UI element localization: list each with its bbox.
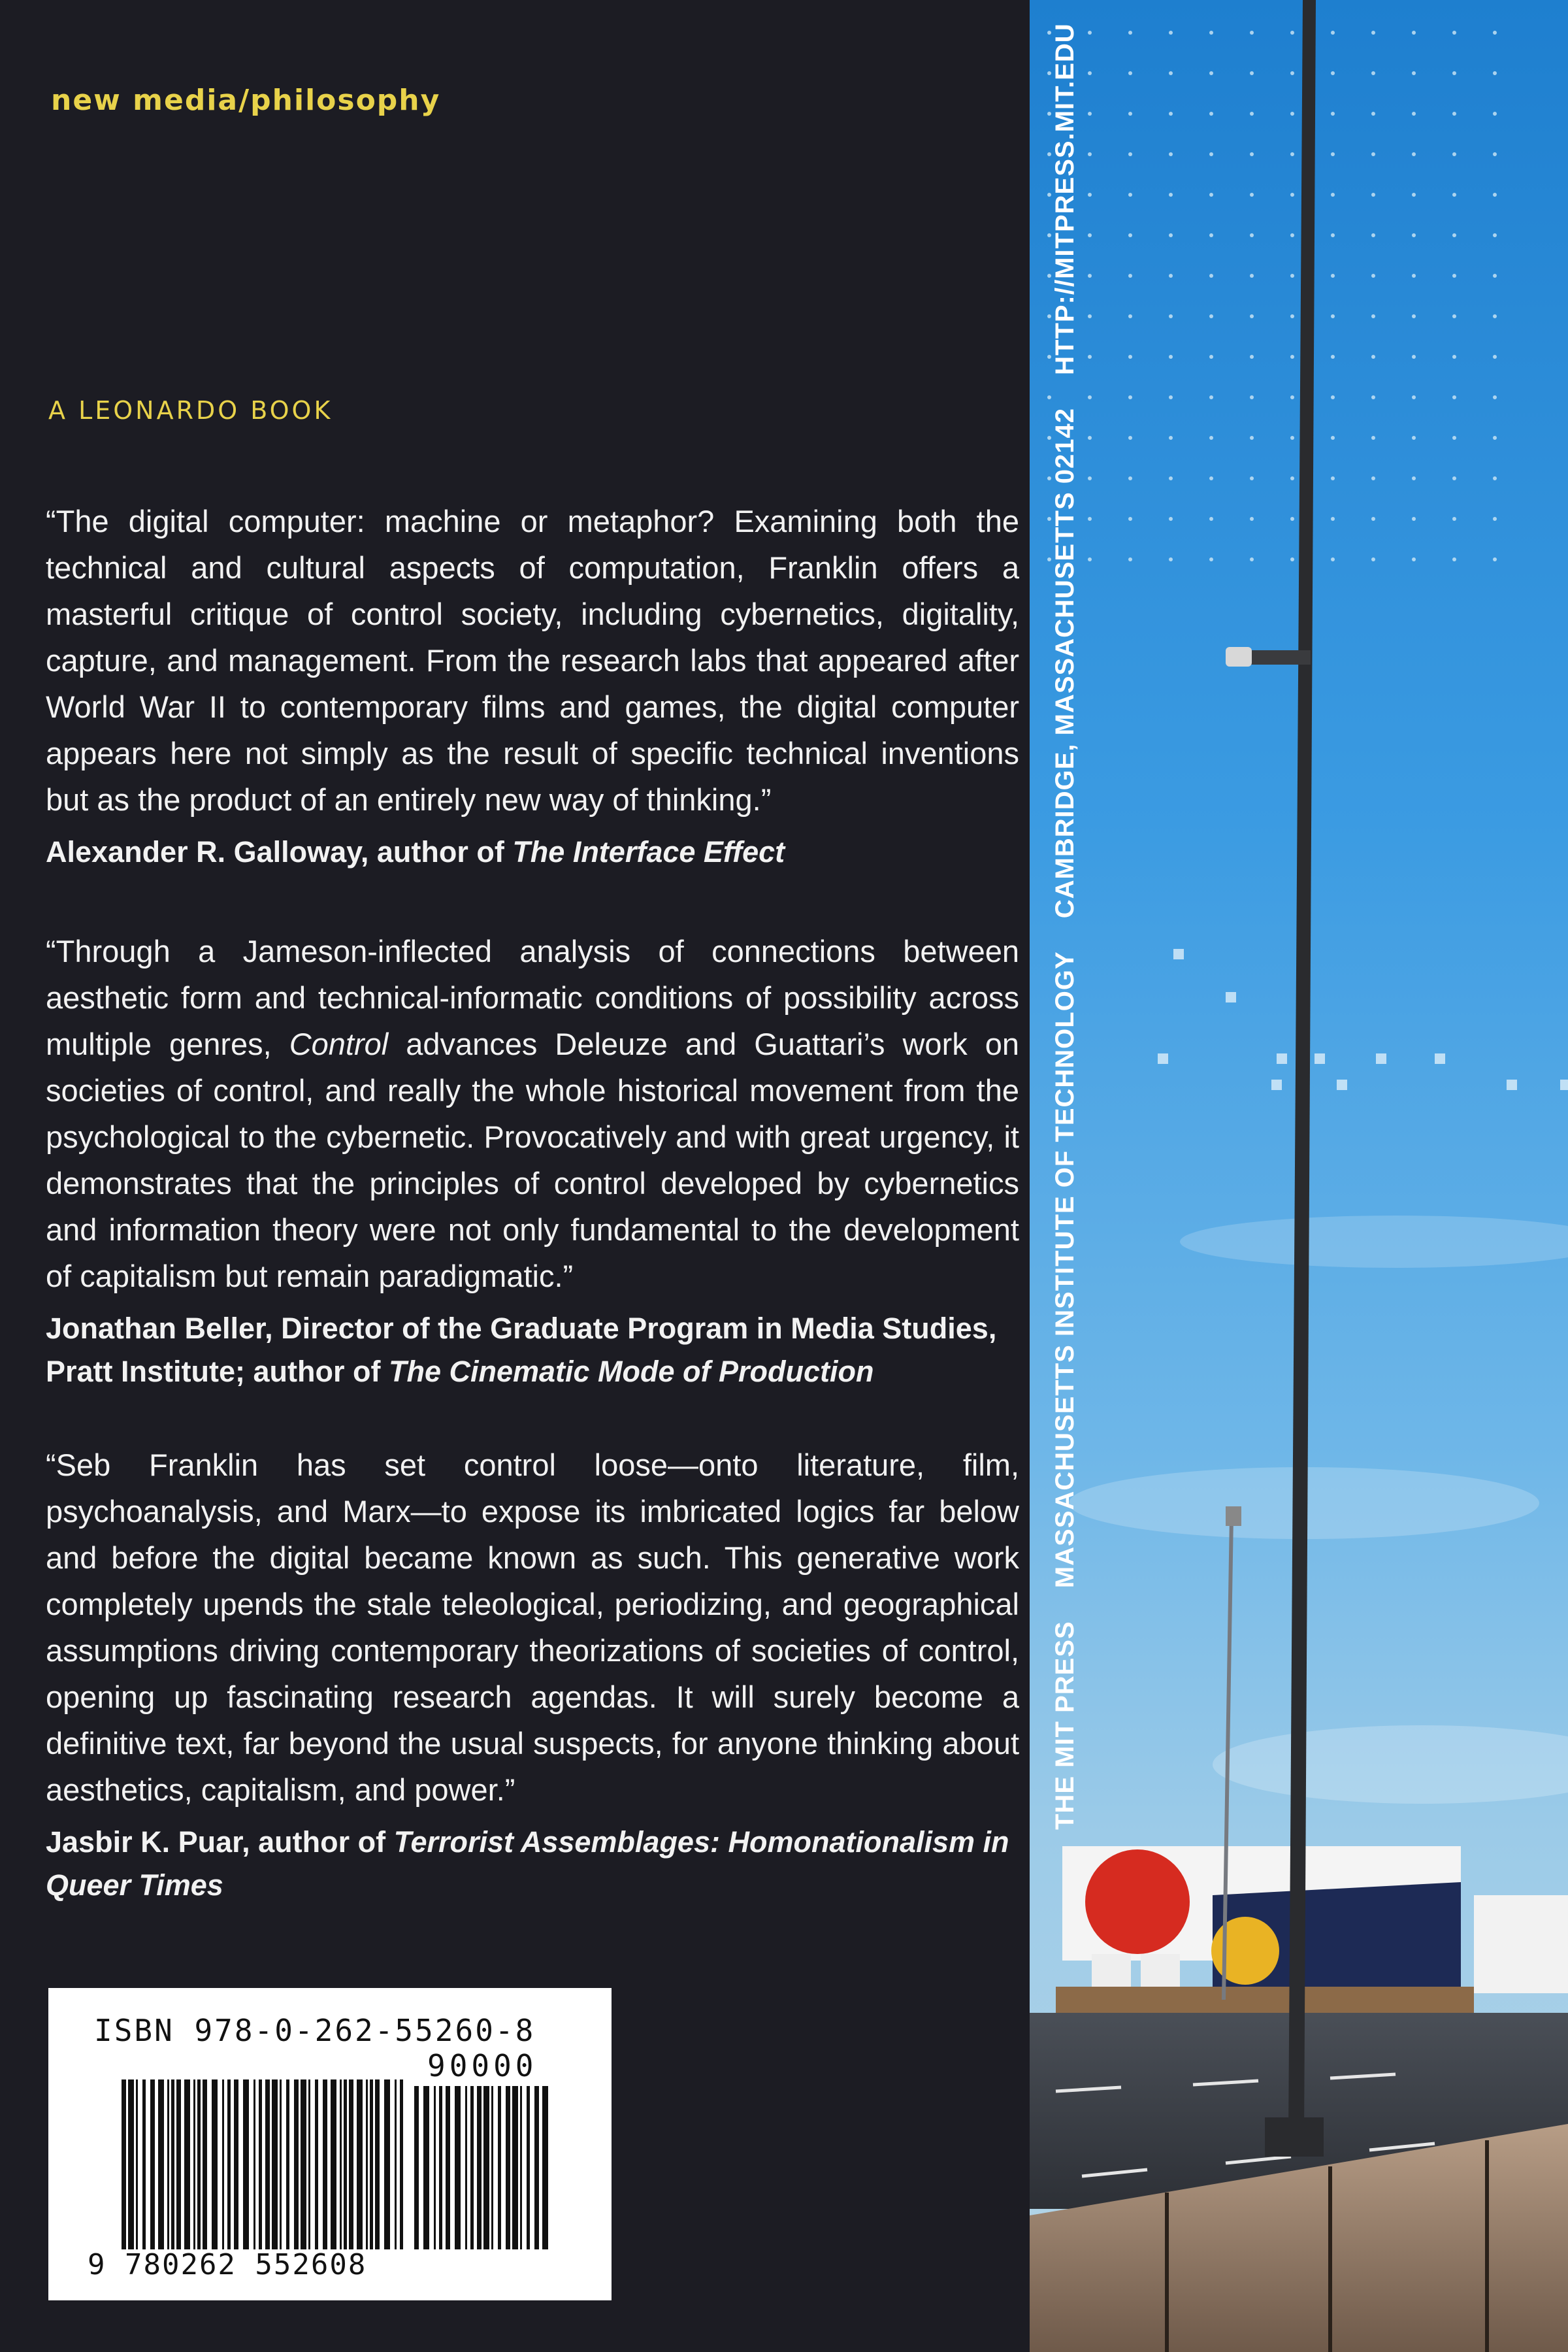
barcode-bar bbox=[414, 2086, 419, 2249]
grid-dot bbox=[1452, 476, 1456, 480]
grid-dot bbox=[1493, 314, 1497, 318]
barcode-bar bbox=[400, 2079, 403, 2249]
grid-dot bbox=[1493, 355, 1497, 359]
grid-dot bbox=[1088, 112, 1092, 116]
grid-dot bbox=[1128, 436, 1132, 440]
grid-dot bbox=[1493, 436, 1497, 440]
grid-dot bbox=[1371, 395, 1375, 399]
grid-dot bbox=[1412, 557, 1416, 561]
grid-dot bbox=[1088, 152, 1092, 156]
grid-square bbox=[1337, 1080, 1347, 1090]
grid-dot bbox=[1250, 31, 1254, 35]
grid-dot bbox=[1209, 233, 1213, 237]
grid-dot bbox=[1493, 476, 1497, 480]
grid-dot bbox=[1209, 314, 1213, 318]
grid-dot bbox=[1331, 152, 1335, 156]
grid-dot bbox=[1169, 355, 1173, 359]
barcode-bar bbox=[506, 2086, 510, 2249]
barcode-bar bbox=[331, 2079, 336, 2249]
grid-dot bbox=[1209, 31, 1213, 35]
barcode-bar bbox=[340, 2079, 342, 2249]
grid-square bbox=[1277, 1053, 1287, 1064]
barcode-bar bbox=[222, 2079, 224, 2249]
grid-dot bbox=[1493, 557, 1497, 561]
blurb-attribution bbox=[46, 1821, 1019, 1907]
barcode-bar bbox=[315, 2079, 318, 2249]
grid-dot bbox=[1250, 355, 1254, 359]
blurb-quote bbox=[46, 928, 1019, 1299]
barcode-bar bbox=[227, 2079, 231, 2249]
isbn-barcode-block bbox=[48, 1988, 612, 2300]
grid-dot bbox=[1412, 193, 1416, 197]
grid-dot bbox=[1209, 274, 1213, 278]
grid-dot bbox=[1452, 233, 1456, 237]
grid-dot bbox=[1169, 314, 1173, 318]
grid-dot bbox=[1128, 517, 1132, 521]
grid-dot bbox=[1331, 193, 1335, 197]
barcode-bar bbox=[150, 2079, 155, 2249]
barcode-bar bbox=[193, 2079, 195, 2249]
barcode-bar bbox=[280, 2079, 282, 2249]
spine-imprint bbox=[1051, 23, 1080, 1830]
grid-dot bbox=[1331, 517, 1335, 521]
grid-dot bbox=[1250, 233, 1254, 237]
barcode-bar bbox=[294, 2079, 299, 2249]
publisher-institute: MASSACHUSETTS INSTITUTE OF TECHNOLOGY bbox=[1051, 951, 1079, 1589]
grid-dot bbox=[1371, 476, 1375, 480]
attribution-author: Jonathan Beller, Director of the Graduate Program in Media Studies, Pratt Institute; author of bbox=[46, 1312, 997, 1388]
isbn-number: ISBN 978-0-262-55260-8 bbox=[94, 2013, 536, 2048]
grid-dot bbox=[1128, 314, 1132, 318]
grid-dot bbox=[1493, 152, 1497, 156]
barcode-bar bbox=[470, 2086, 474, 2249]
barcode-bar bbox=[176, 2079, 181, 2249]
barcode-bar bbox=[184, 2079, 190, 2249]
grid-dot bbox=[1452, 355, 1456, 359]
grid-dot bbox=[1290, 395, 1294, 399]
grid-dot bbox=[1209, 193, 1213, 197]
barcode-bar bbox=[212, 2079, 218, 2249]
barcode-bar bbox=[384, 2079, 390, 2249]
grid-dot bbox=[1412, 436, 1416, 440]
grid-dot bbox=[1169, 112, 1173, 116]
grid-dot bbox=[1169, 274, 1173, 278]
grid-dot bbox=[1169, 557, 1173, 561]
grid-dot bbox=[1290, 193, 1294, 197]
attribution-work-title: Terrorist Assemblages: Homonationalism in Queer Times bbox=[46, 1825, 1009, 1902]
grid-dot bbox=[1088, 274, 1092, 278]
barcode-bar bbox=[243, 2079, 249, 2249]
blurb bbox=[46, 498, 1019, 874]
grid-dot bbox=[1493, 112, 1497, 116]
barcode-bar bbox=[265, 2079, 270, 2249]
barcode-bar bbox=[520, 2086, 522, 2249]
blurb-quote: “Seb Franklin has set control loose—onto literature, film, psychoanalysis, and Marx—to expose its imbricated logics far below and before the digital became known as such. This generative work completely upends the stale teleological, periodizing, and geographical assumptions driving contemporary theorizations of societies of control, opening up fascinating research agendas. It will surely become a definitive text, far beyond the usual suspects, for anyone thinking about aesthetics, capitalism, and power.” bbox=[46, 1448, 1019, 1807]
barcode-bar bbox=[423, 2086, 429, 2249]
blurb bbox=[46, 1442, 1019, 1907]
grid-dot bbox=[1250, 517, 1254, 521]
grid-dot bbox=[1290, 314, 1294, 318]
grid-dot bbox=[1250, 557, 1254, 561]
grid-dot bbox=[1371, 152, 1375, 156]
grid-dot bbox=[1169, 436, 1173, 440]
grid-dot bbox=[1169, 517, 1173, 521]
barcode-bar bbox=[498, 2086, 501, 2249]
grid-square bbox=[1158, 1053, 1168, 1064]
barcode-bar bbox=[323, 2079, 327, 2249]
grid-dot bbox=[1088, 71, 1092, 75]
series-label: A LEONARDO BOOK bbox=[48, 396, 333, 425]
grid-dot bbox=[1290, 355, 1294, 359]
grid-dot bbox=[1452, 314, 1456, 318]
grid-square bbox=[1376, 1053, 1386, 1064]
grid-square bbox=[1560, 1080, 1568, 1090]
grid-dot bbox=[1290, 233, 1294, 237]
grid-dot bbox=[1493, 517, 1497, 521]
grid-dot bbox=[1290, 557, 1294, 561]
quote-book-title: Control bbox=[289, 1027, 389, 1061]
grid-dot bbox=[1169, 71, 1173, 75]
grid-dot bbox=[1412, 112, 1416, 116]
barcode-bar bbox=[434, 2086, 436, 2249]
grid-dot bbox=[1209, 152, 1213, 156]
barcode-bar bbox=[286, 2079, 289, 2249]
grid-dot bbox=[1250, 112, 1254, 116]
grid-dot bbox=[1331, 395, 1335, 399]
quote-text: advances Deleuze and Guattari’s work on societies of control, and really the whole historical movement from the psychological to the cybernetic. Provocatively and with great urgency, it demonstrates that the principles of control developed by cybernetics and information theory were not only fundamental to the development of capitalism but remain paradigmatic.” bbox=[46, 1027, 1019, 1293]
grid-square bbox=[1435, 1053, 1445, 1064]
grid-dot bbox=[1412, 274, 1416, 278]
attribution-work-title: The Interface Effect bbox=[512, 835, 785, 869]
grid-dot bbox=[1371, 557, 1375, 561]
barcode-bar bbox=[477, 2086, 482, 2249]
grid-dot bbox=[1331, 314, 1335, 318]
attribution-author: Jasbir K. Puar, author of bbox=[46, 1825, 394, 1859]
grid-dot bbox=[1088, 233, 1092, 237]
barcode-bar bbox=[259, 2079, 262, 2249]
addon-barcode bbox=[414, 2086, 551, 2249]
grid-dot bbox=[1088, 31, 1092, 35]
grid-dot bbox=[1452, 112, 1456, 116]
blurb-quote: “The digital computer: machine or metaphor? Examining both the technical and cultural aspects of computation, Franklin offers a masterful critique of control society, including cybernetics, digitality, capture, and management. From the research labs that appeared after World War II to contemporary films and games, the digital computer appears here not simply as the result of specific technical inventions but as the product of an entirely new way of thinking.” bbox=[46, 504, 1019, 817]
billboard bbox=[1056, 1846, 1474, 2013]
grid-dot bbox=[1290, 274, 1294, 278]
grid-dot bbox=[1290, 517, 1294, 521]
barcode-bar bbox=[512, 2086, 518, 2249]
grid-dot bbox=[1128, 112, 1132, 116]
publisher-name: THE MIT PRESS bbox=[1051, 1621, 1079, 1830]
grid-dot bbox=[1169, 193, 1173, 197]
grid-dot bbox=[1169, 31, 1173, 35]
grid-dot bbox=[1250, 436, 1254, 440]
category-label: new media/philosophy bbox=[51, 84, 441, 117]
grid-dot bbox=[1331, 476, 1335, 480]
grid-dot bbox=[1169, 395, 1173, 399]
grid-dot bbox=[1088, 436, 1092, 440]
grid-dot bbox=[1412, 152, 1416, 156]
price-code: 90000 bbox=[427, 2048, 538, 2083]
grid-dot bbox=[1412, 31, 1416, 35]
grid-dot bbox=[1371, 517, 1375, 521]
grid-dot bbox=[1412, 314, 1416, 318]
grid-dot bbox=[1250, 152, 1254, 156]
barcode-bar bbox=[375, 2079, 380, 2249]
grid-dot bbox=[1290, 476, 1294, 480]
barcode-bar bbox=[534, 2086, 539, 2249]
grid-dot bbox=[1493, 274, 1497, 278]
building bbox=[1474, 1895, 1568, 1993]
grid-dot bbox=[1412, 355, 1416, 359]
grid-square bbox=[1271, 1080, 1282, 1090]
grid-dot bbox=[1371, 274, 1375, 278]
grid-dot bbox=[1493, 31, 1497, 35]
grid-dot bbox=[1371, 112, 1375, 116]
grid-dot bbox=[1209, 517, 1213, 521]
ean-barcode bbox=[122, 2079, 409, 2249]
grid-dot bbox=[1331, 233, 1335, 237]
grid-dot bbox=[1169, 233, 1173, 237]
barcode-bar bbox=[366, 2079, 368, 2249]
grid-dot bbox=[1331, 112, 1335, 116]
grid-dot bbox=[1290, 112, 1294, 116]
barcode-bar bbox=[483, 2086, 489, 2249]
grid-dot bbox=[1452, 31, 1456, 35]
grid-dot bbox=[1088, 476, 1092, 480]
grid-dot bbox=[1250, 71, 1254, 75]
grid-dot bbox=[1250, 476, 1254, 480]
grid-dot bbox=[1412, 71, 1416, 75]
grid-dot bbox=[1290, 71, 1294, 75]
grid-dot bbox=[1412, 233, 1416, 237]
grid-dot bbox=[1371, 355, 1375, 359]
blurb bbox=[46, 928, 1019, 1393]
grid-dot bbox=[1209, 71, 1213, 75]
grid-dot bbox=[1169, 476, 1173, 480]
grid-dot bbox=[1128, 476, 1132, 480]
barcode-bar bbox=[439, 2086, 442, 2249]
barcode-bar bbox=[122, 2079, 126, 2249]
grid-dot bbox=[1128, 152, 1132, 156]
barcode-bar bbox=[349, 2079, 353, 2249]
grid-dot bbox=[1088, 557, 1092, 561]
grid-square bbox=[1226, 992, 1236, 1002]
barcode-bar bbox=[308, 2079, 310, 2249]
publisher-url: HTTP://MITPRESS.MIT.EDU bbox=[1051, 23, 1079, 375]
grid-dot bbox=[1452, 274, 1456, 278]
grid-dot bbox=[1331, 436, 1335, 440]
grid-dot bbox=[1088, 314, 1092, 318]
barcode-bar bbox=[395, 2079, 397, 2249]
grid-dot bbox=[1331, 71, 1335, 75]
barcode-bar bbox=[370, 2079, 373, 2249]
barcode-bar bbox=[491, 2086, 493, 2249]
grid-dot bbox=[1250, 193, 1254, 197]
grid-dot bbox=[1128, 355, 1132, 359]
grid-dot bbox=[1371, 31, 1375, 35]
grid-square bbox=[1315, 1053, 1325, 1064]
barcode-bar bbox=[344, 2079, 347, 2249]
barcode-bar bbox=[128, 2079, 134, 2249]
grid-dot bbox=[1128, 557, 1132, 561]
barcode-bar bbox=[234, 2079, 238, 2249]
barcode-bar bbox=[465, 2086, 467, 2249]
grid-dot bbox=[1493, 193, 1497, 197]
barcode-bar bbox=[197, 2079, 201, 2249]
barcode-bar bbox=[142, 2079, 146, 2249]
grid-dot bbox=[1452, 436, 1456, 440]
attribution-work-title: The Cinematic Mode of Production bbox=[388, 1355, 874, 1388]
grid-dot bbox=[1412, 476, 1416, 480]
grid-dot bbox=[1371, 314, 1375, 318]
grid-dot bbox=[1209, 476, 1213, 480]
cover-photo bbox=[1030, 0, 1568, 2352]
publisher-address: CAMBRIDGE, MASSACHUSETTS 02142 bbox=[1051, 408, 1079, 919]
blurb-attribution bbox=[46, 831, 1019, 874]
grid-dot bbox=[1493, 395, 1497, 399]
grid-dot bbox=[1371, 193, 1375, 197]
ean-digits: 9 780262 552608 bbox=[88, 2248, 367, 2281]
grid-dot bbox=[1331, 557, 1335, 561]
grid-dot bbox=[1290, 436, 1294, 440]
grid-dot bbox=[1452, 395, 1456, 399]
grid-dot bbox=[1250, 395, 1254, 399]
grid-dot bbox=[1209, 112, 1213, 116]
barcode-bar bbox=[167, 2079, 169, 2249]
grid-dot bbox=[1290, 152, 1294, 156]
grid-dot bbox=[1412, 395, 1416, 399]
grid-dot bbox=[1209, 436, 1213, 440]
grid-dot bbox=[1452, 517, 1456, 521]
grid-dot bbox=[1250, 274, 1254, 278]
attribution-author: Alexander R. Galloway, author of bbox=[46, 835, 513, 869]
grid-dot bbox=[1371, 436, 1375, 440]
barcode-bar bbox=[446, 2086, 450, 2249]
grid-dot bbox=[1250, 314, 1254, 318]
grid-dot bbox=[1128, 193, 1132, 197]
grid-dot bbox=[1452, 557, 1456, 561]
grid-dot bbox=[1493, 233, 1497, 237]
barcode-bar bbox=[301, 2079, 306, 2249]
grid-dot bbox=[1128, 71, 1132, 75]
barcode-bar bbox=[357, 2079, 363, 2249]
grid-dot bbox=[1088, 395, 1092, 399]
grid-square bbox=[1507, 1080, 1517, 1090]
grid-dot bbox=[1088, 193, 1092, 197]
grid-dot bbox=[1209, 395, 1213, 399]
barcode-bar bbox=[253, 2079, 255, 2249]
grid-dot bbox=[1088, 355, 1092, 359]
grid-dot bbox=[1128, 31, 1132, 35]
barcode-bar bbox=[136, 2079, 138, 2249]
barcode-bar bbox=[455, 2086, 461, 2249]
grid-dot bbox=[1331, 274, 1335, 278]
grid-square bbox=[1173, 949, 1184, 959]
barcode-bar bbox=[203, 2079, 207, 2249]
grid-dot bbox=[1128, 395, 1132, 399]
quote-text: “Through a Jameson-inflected analysis of connections between aesthetic form and technical-informatic conditions of possibility across multiple genres, bbox=[46, 934, 1019, 1061]
barcode-bar bbox=[272, 2079, 278, 2249]
grid-dot bbox=[1209, 355, 1213, 359]
grid-dot bbox=[1209, 557, 1213, 561]
barcode-bar bbox=[527, 2086, 530, 2249]
grid-dot bbox=[1169, 152, 1173, 156]
grid-dot bbox=[1452, 152, 1456, 156]
grid-dot bbox=[1088, 517, 1092, 521]
grid-dot bbox=[1412, 517, 1416, 521]
grid-dot bbox=[1371, 71, 1375, 75]
barcode-bar bbox=[542, 2086, 548, 2249]
grid-dot bbox=[1128, 274, 1132, 278]
barcode-bar bbox=[171, 2079, 174, 2249]
grid-dot bbox=[1452, 193, 1456, 197]
grid-dot bbox=[1331, 31, 1335, 35]
barcode-bar bbox=[158, 2079, 164, 2249]
grid-dot bbox=[1371, 233, 1375, 237]
grid-dot bbox=[1290, 31, 1294, 35]
grid-dot bbox=[1331, 355, 1335, 359]
grid-dot bbox=[1452, 71, 1456, 75]
grid-dot bbox=[1493, 71, 1497, 75]
grid-dot bbox=[1128, 233, 1132, 237]
blurb-attribution bbox=[46, 1307, 1019, 1393]
